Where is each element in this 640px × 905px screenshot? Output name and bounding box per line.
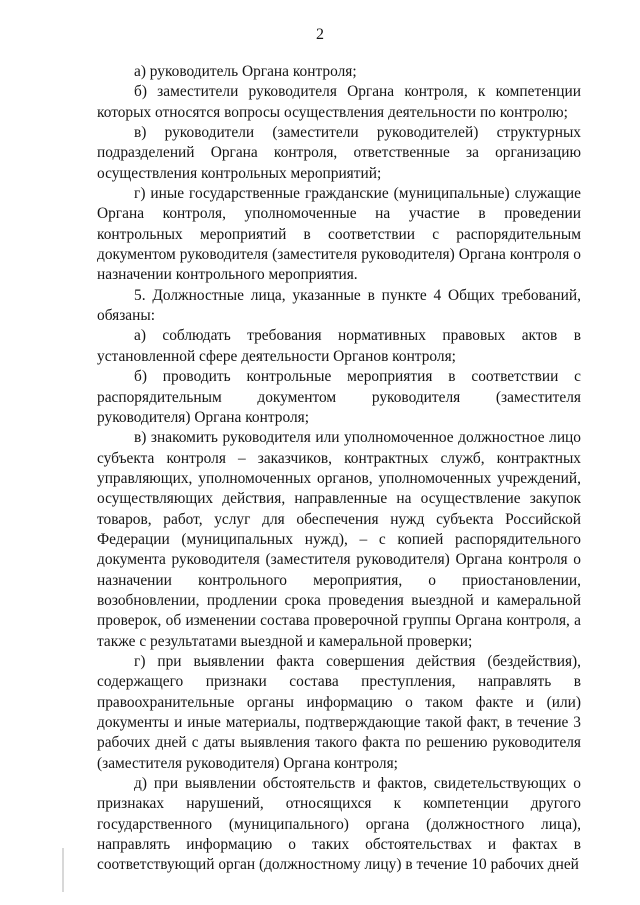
paragraph-4g: г) иные государственные гражданские (муниципальные) служащие Органа контроля, уполномоченные на участие в проведении контрольных мероприятий в соответствии с распорядительным документом руководителя (заместителя руководителя) Органа контроля о назначении контрольного мероприятия. [97, 185, 581, 284]
paragraph-4b: б) заместители руководителя Органа контроля, к компетенции которых относятся вопросы осуществления деятельности по контролю; [97, 83, 581, 121]
paragraph-4v: в) руководители (заместители руководителей) структурных подразделений Органа контроля, ответственные за организацию осуществления контрольных мероприятий; [97, 124, 581, 182]
paragraph-5a: а) соблюдать требования нормативных правовых актов в установленной сфере деятельности Органов контроля; [97, 327, 581, 365]
scan-edge-mark [62, 848, 64, 892]
paragraph-5v: в) знакомить руководителя или уполномоченное должностное лицо субъекта контроля – заказчиков, контрактных служб, контрактных управляющих, уполномоченных органов, уполномоченных учреждений, осуществляющих действия, направленные на осуществление закупок товаров, работ, услуг для обеспечения нужд субъекта Российской Федерации (муниципальных нужд), – с копией распорядительного документа руководителя (заместителя руководителя) Органа контроля о назначении контрольного мероприятия, о приостановлении, возобновлении, продлении срока проведения выездной и камеральной проверок, об изменении состава проверочной группы Органа контроля, а также с результатами выездной и камеральной проверки; [97, 429, 581, 650]
document-body [97, 62, 581, 876]
paragraph-4a: а) руководитель Органа контроля; [134, 63, 357, 80]
page-number: 2 [316, 26, 324, 43]
paragraph-5d: д) при выявлении обстоятельств и фактов, свидетельствующих о признаках нарушений, относящихся к компетенции другого государственного (муниципального) органа (должностного лица), направлять информацию о таких обстоятельствах и фактах в соответствующий орган (должностному лицу) в течение 10 рабочих дней [97, 775, 581, 874]
paragraph-5-intro: 5. Должностные лица, указанные в пункте 4 Общих требований, обязаны: [97, 286, 581, 325]
paragraph-5b: б) проводить контрольные мероприятия в соответствии с распорядительным документом руководителя (заместителя руководителя) Органа контроля; [97, 368, 581, 426]
paragraph-5g: г) при выявлении факта совершения действия (бездействия), содержащего признаки состава преступления, направлять в правоохранительные органы информацию о таком факте и (или) документы и иные материалы, подтверждающие такой факт, в течение 3 рабочих дней с даты выявления такого факта по решению руководителя (заместителя руководителя) Органа контроля; [97, 652, 581, 772]
